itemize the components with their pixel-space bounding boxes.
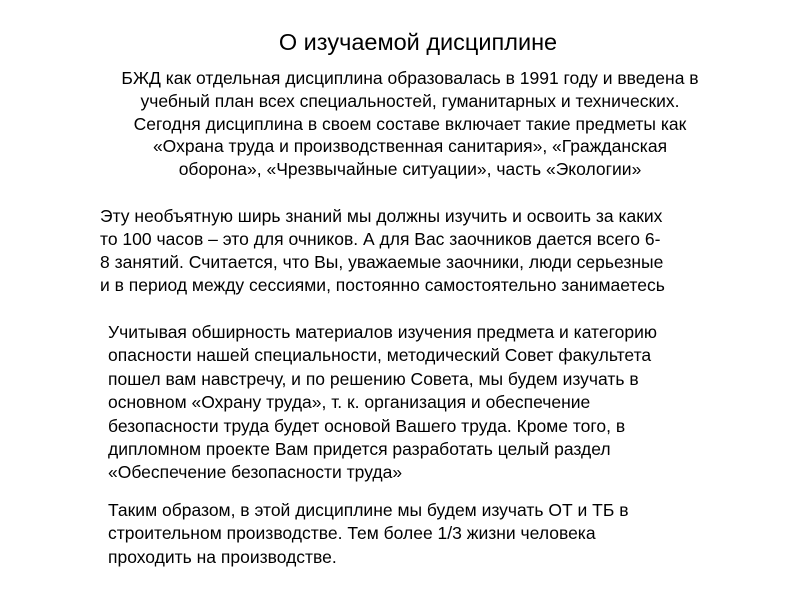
intro-line: оборона», «Чрезвычайные ситуации», часть «Экологии»: [178, 159, 642, 180]
conclusion-line: проходить на производстве.: [108, 546, 337, 567]
decision-line: опасности нашей специальности, методический Совет факультета: [108, 345, 652, 366]
decision-line: основном «Охрану труда», т. к. организация и обеспечение: [108, 392, 591, 413]
hours-line: то 100 часов – это для очников. А для Вас заочников дается всего 6-: [100, 229, 661, 249]
decision-line: «Обеспечение безопасности труда»: [108, 462, 403, 483]
decision-line: Учитывая обширность материалов изучения предмета и категорию: [108, 322, 657, 342]
intro-paragraph: [60, 67, 760, 181]
decision-line: дипломном проекте Вам придется разработать целый раздел: [108, 439, 611, 460]
decision-line: пошел вам навстречу, и по решению Совета, мы будем изучать в: [108, 368, 639, 389]
decision-line: безопасности труда будет основой Вашего труда. Кроме того, в: [108, 415, 626, 436]
intro-line: БЖД как отдельная дисциплина образовалась в 1991 году и введена в: [121, 68, 699, 88]
slide-title: О изучаемой дисциплине: [278, 29, 558, 55]
conclusion-line: Таким образом, в этой дисциплине мы будем изучать ОТ и ТБ в: [108, 500, 629, 520]
hours-line: Эту необъятную ширь знаний мы должны изучить и освоить за каких: [100, 206, 663, 226]
intro-line: «Охрана труда и производственная санитария», «Гражданская: [152, 136, 668, 157]
decision-paragraph: [108, 321, 768, 485]
intro-line: Сегодня дисциплина в своем составе включает такие предметы как: [133, 113, 687, 134]
hours-line: и в период между сессиями, постоянно самостоятельно занимаетесь: [100, 275, 665, 295]
hours-line: 8 занятий. Считается, что Вы, уважаемые заочники, люди серьезные: [100, 252, 664, 272]
conclusion-line: строительном производстве. Тем более 1/3 жизни человека: [108, 523, 596, 544]
hours-paragraph: [100, 205, 760, 297]
intro-line: учебный план всех специальностей, гуманитарных и технических.: [140, 90, 680, 111]
conclusion-paragraph: [108, 499, 768, 569]
